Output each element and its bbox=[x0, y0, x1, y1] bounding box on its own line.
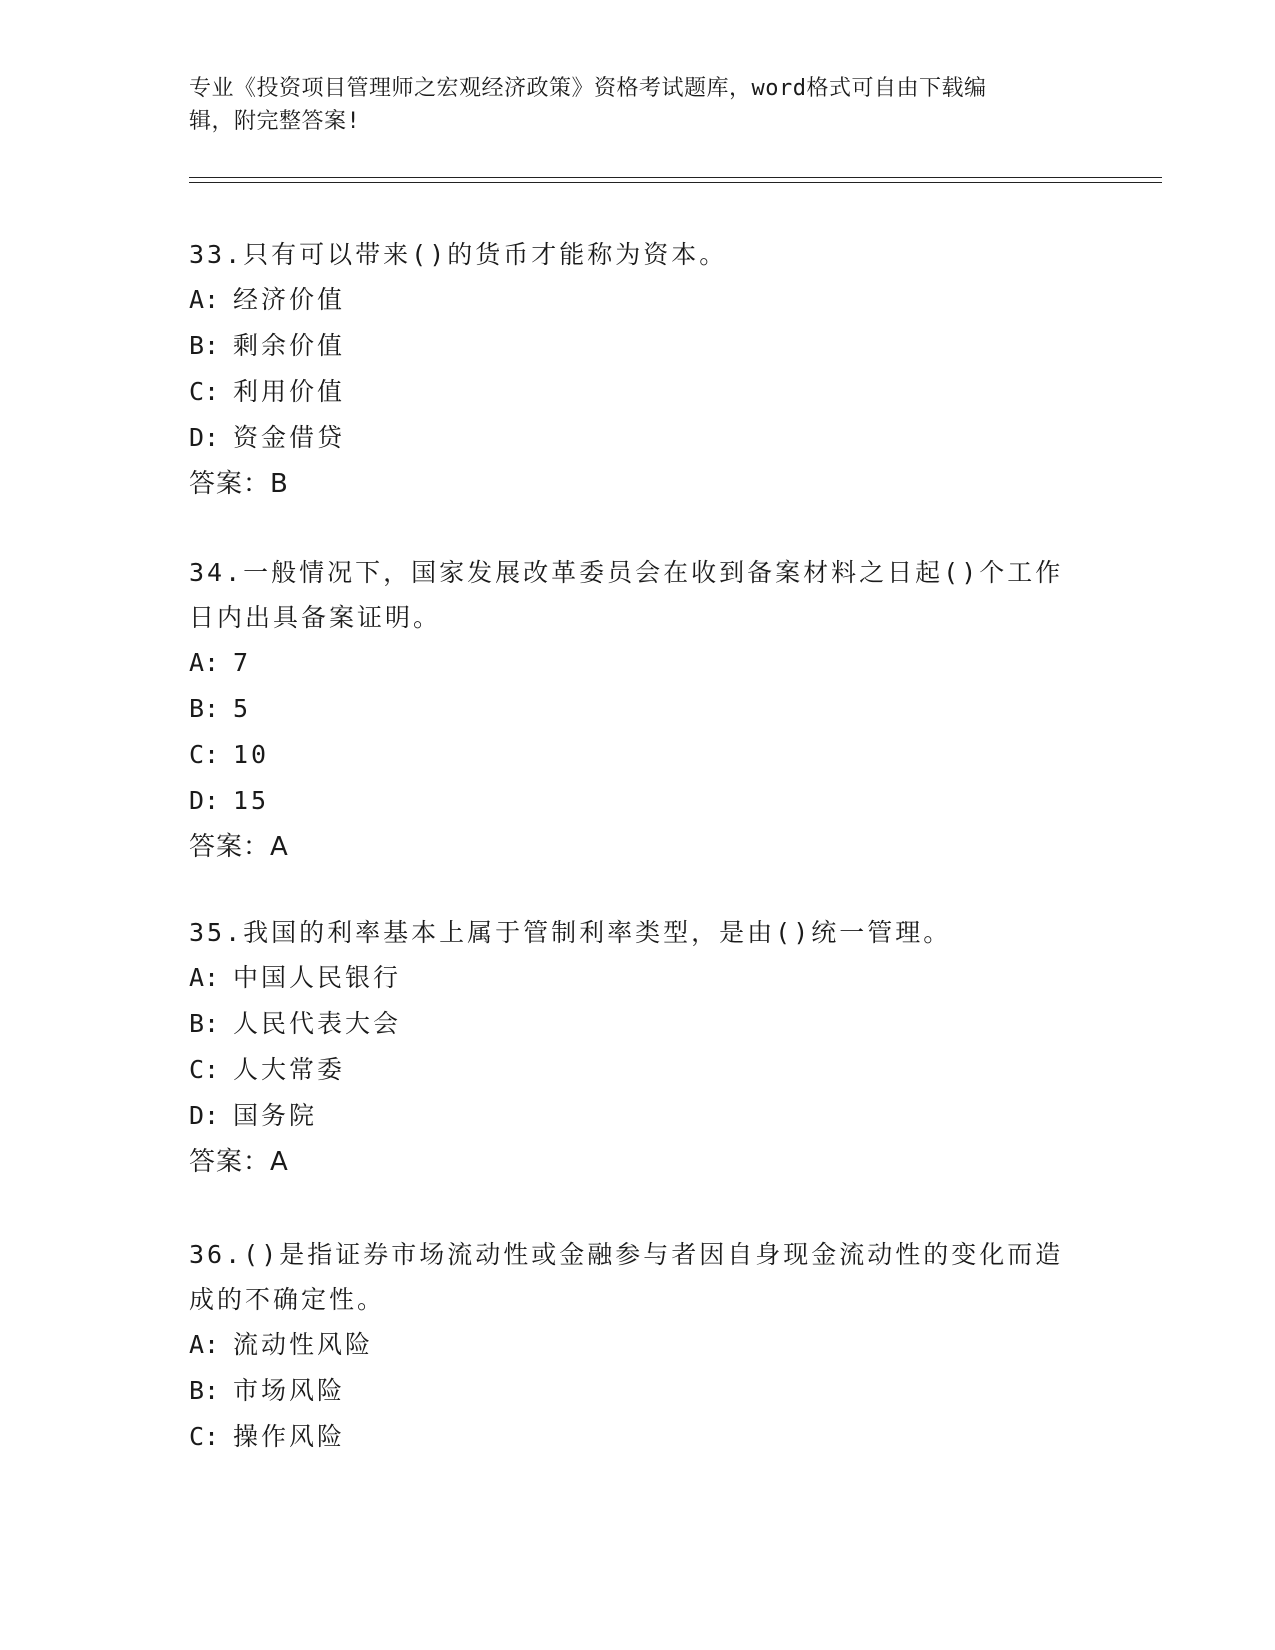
option-a bbox=[189, 277, 1069, 323]
option-c bbox=[189, 732, 1069, 778]
option-label: A: bbox=[189, 1330, 220, 1359]
question-36 bbox=[189, 1232, 1069, 1460]
option-b bbox=[189, 1368, 1069, 1414]
answer: 答案：B bbox=[189, 469, 289, 499]
option-label: B: bbox=[189, 1376, 220, 1405]
option-label: B: bbox=[189, 331, 220, 360]
option-label: D: bbox=[189, 786, 220, 815]
option-text: 市场风险 bbox=[233, 1376, 346, 1405]
option-text: 15 bbox=[233, 786, 270, 815]
option-text: 操作风险 bbox=[233, 1422, 346, 1451]
option-text: 剩余价值 bbox=[233, 331, 346, 360]
option-text: 利用价值 bbox=[233, 377, 346, 406]
option-a bbox=[189, 1322, 1069, 1368]
option-label: A: bbox=[189, 963, 220, 992]
question-33 bbox=[189, 232, 1069, 507]
option-label: A: bbox=[189, 285, 220, 314]
option-a bbox=[189, 955, 1069, 1001]
option-text: 人大常委 bbox=[233, 1055, 346, 1084]
option-b bbox=[189, 686, 1069, 732]
question-35 bbox=[189, 910, 1069, 1185]
option-text: 10 bbox=[233, 740, 270, 769]
option-c bbox=[189, 1414, 1069, 1460]
question-stem: 34.一般情况下，国家发展改革委员会在收到备案材料之日起()个工作日内出具备案证明。 bbox=[189, 558, 1064, 632]
option-label: D: bbox=[189, 423, 220, 452]
option-d bbox=[189, 415, 1069, 461]
option-label: C: bbox=[189, 377, 220, 406]
option-label: C: bbox=[189, 1055, 220, 1084]
option-text: 国务院 bbox=[233, 1101, 318, 1130]
option-c bbox=[189, 369, 1069, 415]
option-text: 人民代表大会 bbox=[233, 1009, 402, 1038]
option-d bbox=[189, 778, 1069, 824]
option-text: 5 bbox=[233, 694, 252, 723]
option-label: D: bbox=[189, 1101, 220, 1130]
option-label: B: bbox=[189, 694, 220, 723]
option-text: 中国人民银行 bbox=[233, 963, 402, 992]
option-label: C: bbox=[189, 740, 220, 769]
option-b bbox=[189, 1001, 1069, 1047]
option-text: 7 bbox=[233, 648, 252, 677]
question-34 bbox=[189, 550, 1069, 870]
question-stem: 36.()是指证券市场流动性或金融参与者因自身现金流动性的变化而造成的不确定性。 bbox=[189, 1240, 1064, 1314]
option-text: 流动性风险 bbox=[233, 1330, 374, 1359]
answer: 答案：A bbox=[189, 1147, 289, 1177]
option-label: A: bbox=[189, 648, 220, 677]
header-divider-bottom bbox=[189, 182, 1162, 183]
header-divider-top bbox=[189, 177, 1162, 178]
option-text: 经济价值 bbox=[233, 285, 346, 314]
option-d bbox=[189, 1093, 1069, 1139]
header-line-1: 专业《投资项目管理师之宏观经济政策》资格考试题库，word格式可自由下载编 bbox=[189, 76, 987, 101]
option-b bbox=[189, 323, 1069, 369]
question-stem: 35.我国的利率基本上属于管制利率类型，是由()统一管理。 bbox=[189, 918, 952, 947]
answer: 答案：A bbox=[189, 832, 289, 862]
option-a bbox=[189, 640, 1069, 686]
header-line-2: 辑，附完整答案! bbox=[189, 109, 361, 134]
document-header bbox=[189, 72, 1069, 138]
option-c bbox=[189, 1047, 1069, 1093]
option-label: C: bbox=[189, 1422, 220, 1451]
option-text: 资金借贷 bbox=[233, 423, 346, 452]
question-stem: 33.只有可以带来()的货币才能称为资本。 bbox=[189, 240, 728, 269]
option-label: B: bbox=[189, 1009, 220, 1038]
